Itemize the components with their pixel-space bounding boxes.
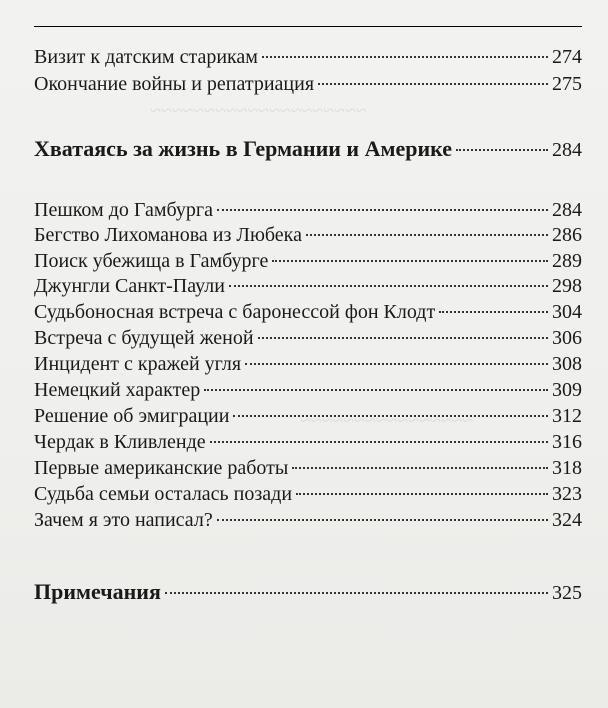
- dot-leader: [217, 519, 548, 521]
- toc-entry-title: Встреча с будущей женой: [34, 327, 254, 349]
- toc-section-page: 284: [552, 139, 582, 161]
- dot-leader: [165, 592, 548, 594]
- toc-entry: [34, 198, 582, 222]
- toc-entry-page: 318: [552, 457, 582, 479]
- toc-entry-page: 304: [552, 301, 582, 323]
- toc-entry: [34, 72, 582, 96]
- dot-leader: [229, 285, 548, 287]
- toc-entry: [34, 378, 582, 402]
- toc-section-heading: [34, 137, 582, 162]
- dot-leader: [318, 83, 548, 85]
- dot-leader: [245, 363, 548, 365]
- toc-section-page: 325: [552, 582, 582, 604]
- toc-entry: [34, 45, 582, 69]
- toc-entry-page: 274: [552, 46, 582, 68]
- toc-section-title: Примечания: [34, 579, 161, 604]
- toc-section-title: Хватаясь за жизнь в Германии и Америке: [34, 136, 453, 161]
- toc-entry-title: Поиск убежища в Гамбурге: [34, 250, 269, 272]
- toc-entry: [34, 223, 582, 247]
- dot-leader: [262, 56, 548, 58]
- toc-entry: [34, 249, 582, 273]
- dot-leader: [233, 415, 548, 417]
- toc-entry-page: 306: [552, 327, 582, 349]
- bleed-through-text: ~~~~~~~~~~~~~~~~~~~~: [150, 100, 367, 122]
- toc-entry: [34, 300, 582, 324]
- dot-leader: [210, 441, 548, 443]
- toc-entry: [34, 482, 582, 506]
- dot-leader: [456, 149, 548, 151]
- toc-entry-page: 312: [552, 405, 582, 427]
- toc-entry: [34, 326, 582, 350]
- dot-leader: [272, 260, 548, 262]
- toc-entry-title: Чердак в Кливленде: [34, 431, 206, 453]
- toc-entry-title: Немецкий характер: [34, 379, 201, 401]
- toc-entry-page: 289: [552, 250, 582, 272]
- toc-entry-title: Судьба семьи осталась позади: [34, 483, 293, 505]
- toc-section-heading: [34, 580, 582, 605]
- toc-entry-title: Визит к датским старикам: [34, 46, 258, 68]
- toc-entry: [34, 456, 582, 480]
- bleed-through-text: ~~~~~~~~~~~~~~~~: [300, 410, 474, 432]
- toc-entry: [34, 274, 582, 298]
- toc-entry-title: Зачем я это написал?: [34, 509, 213, 531]
- toc-entry: [34, 352, 582, 376]
- dot-leader: [258, 337, 548, 339]
- toc-entry-page: 316: [552, 431, 582, 453]
- header-rule: [34, 26, 582, 27]
- toc-entry: [34, 430, 582, 454]
- toc-entry-page: 324: [552, 509, 582, 531]
- toc-entry-title: Судьбоносная встреча с баронессой фон Клодт: [34, 301, 436, 323]
- toc-entry-title: Джунгли Санкт-Паули: [34, 275, 225, 297]
- dot-leader: [292, 467, 548, 469]
- toc-entry-title: Пешком до Гамбурга: [34, 199, 213, 221]
- toc-entry-page: 284: [552, 199, 582, 221]
- toc-entry-title: Окончание войны и репатриация: [34, 73, 315, 95]
- toc-entry-title: Бегство Лихоманова из Любека: [34, 224, 302, 246]
- toc-entry-title: Первые американские работы: [34, 457, 289, 479]
- dot-leader: [217, 209, 548, 211]
- dot-leader: [306, 234, 548, 236]
- dot-leader: [296, 493, 548, 495]
- toc-entry-page: 275: [552, 73, 582, 95]
- toc-entry-page: 298: [552, 275, 582, 297]
- dot-leader: [439, 311, 548, 313]
- toc-entry-title: Инцидент с кражей угля: [34, 353, 242, 375]
- toc-entry-page: 286: [552, 224, 582, 246]
- toc-entry: [34, 404, 582, 428]
- toc-entry-title: Решение об эмиграции: [34, 405, 230, 427]
- toc-entry-page: 309: [552, 379, 582, 401]
- toc-entry: [34, 508, 582, 532]
- dot-leader: [204, 389, 548, 391]
- toc-entry-page: 323: [552, 483, 582, 505]
- toc-entry-page: 308: [552, 353, 582, 375]
